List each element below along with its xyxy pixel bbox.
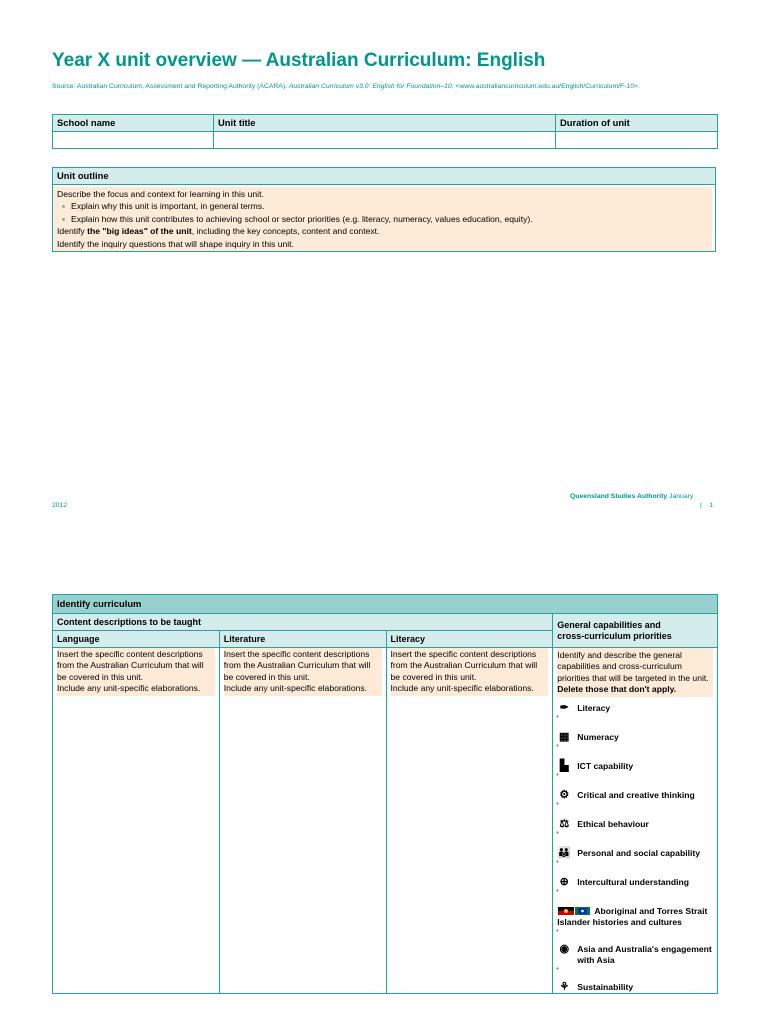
capability-sustainability: ⚘ Sustainability [557,982,713,993]
school-name-header: School name [53,115,214,132]
capability-critical-thinking: ⚙ Critical and creative thinking • [557,790,713,809]
capability-personal-social: 👪 Personal and social capability • [557,848,713,867]
bullet-icon: • [556,858,559,866]
capability-intercultural: ⊕ Intercultural understanding • [557,877,713,896]
bullet-icon: • [556,713,559,721]
bullet-icon: • [556,742,559,750]
duration-field[interactable] [556,132,718,149]
bullet-icon: ▪ [62,213,66,224]
bullet-icon: • [556,927,559,935]
source-suffix: , <www.australiancurriculum.edu.au/English/Curriculum/F-10>. [451,83,640,90]
personal-social-icon: 👪 [557,846,572,859]
bullet-icon: • [556,800,559,808]
literacy-icon: ✒ [559,701,569,714]
outline-line: Identify the "big ideas" of the unit, including the key concepts, content and context. [57,226,380,237]
numeracy-icon: ▦ [559,730,570,743]
flags-icon [557,907,591,915]
capability-ethical: ⚖ Ethical behaviour • [557,819,713,838]
source-title: Australian Curriculum v3.0: English for Foundation–10 [288,83,452,90]
unit-info-table [52,114,718,149]
unit-outline-heading: Unit outline [53,168,715,185]
capability-ict: ▙ ICT capability • [557,761,713,780]
general-capabilities-cell[interactable]: Identify and describe the general capabilities and cross-curriculum priorities that will be targeted in the unit. Delete those that don't apply. ✒ Literacy • ▦ Numeracy • ▙ ICT capability • ⚙ Critical and creative thinking • ⚖ Ethical behaviour • 👪 Personal and social capability • ⊕ Intercultural understanding • Aboriginal and Torres Strait Islander histories and cultures • ◉ Asia and Australia's engagement with Asia • ⚘ Sustainability [553,648,718,994]
outline-bullet: ▪ Explain why this unit is important, in general terms. [62,201,265,212]
bullet-icon: • [556,829,559,837]
sustainability-icon: ⚘ [559,980,570,993]
unit-outline-box [52,167,716,252]
literature-column-header: Literature [219,631,386,648]
identify-curriculum-heading: Identify curriculum [53,595,718,614]
unit-title-field[interactable] [214,132,556,149]
outline-line: Describe the focus and context for learning in this unit. [57,189,264,199]
literacy-column-header: Literacy [386,631,553,648]
footer-page-number: | 1 [700,502,714,509]
critical-thinking-icon: ⚙ [559,788,570,801]
general-capabilities-heading: General capabilities and cross-curriculum priorities [553,614,718,648]
literacy-content-cell[interactable]: Insert the specific content descriptions from the Australian Curriculum that will be covered in this unit. Include any unit-specific elaborations. [386,648,553,994]
capability-literacy: ✒ Literacy • [557,703,713,722]
literature-content-cell[interactable]: Insert the specific content descriptions from the Australian Curriculum that will be covered in this unit. Include any unit-specific elaborations. [219,648,386,994]
source-citation [52,83,640,90]
bullet-icon: • [556,965,559,973]
bullet-icon: • [556,771,559,779]
identify-curriculum-table [52,594,718,994]
school-name-field[interactable] [53,132,214,149]
duration-header: Duration of unit [556,115,718,132]
page-title: Year X unit overview — Australian Curriculum: English [52,50,546,71]
footer-year: 2012 [52,502,68,509]
ethical-icon: ⚖ [559,817,570,830]
asia-icon: ◉ [559,942,570,955]
source-prefix: Source: Australian Curriculum, Assessment and Reporting Authority (ACARA). [52,83,289,90]
intercultural-icon: ⊕ [559,875,569,888]
unit-outline-body[interactable] [54,187,712,251]
language-column-header: Language [53,631,220,648]
outline-bullet: ▪ Explain how this unit contributes to achieving school or sector priorities (e.g. literacy, numeracy, values education, equity). [62,213,533,224]
content-descriptions-heading: Content descriptions to be taught [53,614,553,631]
footer-organisation: Queensland Studies Authority January [570,493,694,500]
outline-line: Identify the inquiry questions that will shape inquiry in this unit. [57,238,294,249]
unit-title-header: Unit title [214,115,556,132]
bullet-icon: ▪ [62,201,66,212]
language-content-cell[interactable]: Insert the specific content descriptions from the Australian Curriculum that will be covered in this unit. Include any unit-specific elaborations. [53,648,220,994]
capability-asia: ◉ Asia and Australia's engagement with Asia • [556,942,712,973]
ict-icon: ▙ [560,759,569,772]
bullet-icon: • [556,887,559,895]
capability-atsi: Aboriginal and Torres Strait Islander histories and cultures • [557,906,713,936]
capability-numeracy: ▦ Numeracy • [557,732,713,751]
